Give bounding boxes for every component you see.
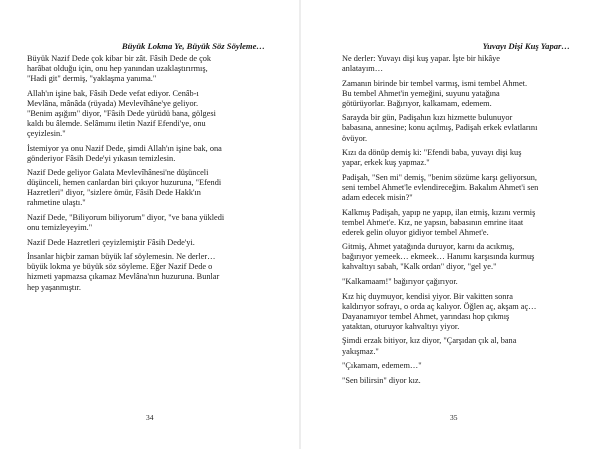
paragraph	[342, 361, 586, 371]
text-line: "Çıkamam, edemem…"	[342, 361, 422, 371]
text-line: Dayanamıyor tembel Ahmet, yarındası hop çıkmış	[342, 311, 510, 321]
text-line: kahvaltıyı sabah, "Kalk ordan" diyor, "gel ye."	[342, 262, 497, 272]
paragraph	[27, 238, 277, 248]
text-line: Allah'ın işine bak, Fâsih Dede vefat ediyor. Cenâb-ı	[27, 88, 199, 98]
right-running-head: Yuvayı Dişi Kuş Yapar…	[482, 41, 570, 51]
paragraph	[342, 208, 586, 238]
paragraph	[342, 79, 586, 109]
text-line: İnsanlar hiçbir zaman büyük laf söylemesin. Ne derler…	[27, 252, 216, 262]
text-line: ederek gelin oluyor gidiyor tembel Ahmet'e.	[342, 227, 489, 237]
text-line: yataktan, oturuyor kahvaltıyı yiyor.	[342, 321, 460, 331]
text-line: gönderiyor Fâsih Dede'yi yıkasın temizlesin.	[27, 153, 176, 163]
text-line: "Hadi git" dermiş, "yaklaşma yanıma."	[27, 74, 157, 84]
paragraph	[342, 292, 586, 332]
text-line: kaldırıyor sofrayı, o orda aç kalıyor. Öğlen aç, akşam aç…	[342, 301, 537, 311]
text-line: Şimdi erzak bitiyor, kız diyor, "Çarşıdan çık al, bana	[342, 336, 517, 346]
text-line: babasına, annesine; konu açılmış, Padişah erkek evlatlarını	[342, 123, 538, 133]
text-line: onu temizleyeyim."	[27, 223, 93, 233]
text-line: Kız hiç duymuyor, kendisi yiyor. Bir vakitten sonra	[342, 291, 513, 301]
text-line: kaldı bu âlemde. Selâmımı iletin Nazif Efendi'ye, onu	[27, 118, 206, 128]
paragraph	[342, 277, 586, 287]
text-line: Kalkmış Padişah, yapıp ne yapıp, ilan etmiş, kızını vermiş	[342, 207, 536, 217]
text-line: götürüyorlar. Bağırıyor, kalkamam, edemem.	[342, 98, 492, 108]
text-line: bağırıyor yemeek… ekmeek… Hanımı karşısında kurmuş	[342, 252, 535, 262]
paragraph	[342, 113, 586, 143]
text-line: tembel Ahmet'e. Kız, ne yapsın, babasının emrine itaat	[342, 217, 524, 227]
text-line: hizmeti yapmazsa çıkamaz Mevlâna'nın huzuruna. Bunlar	[27, 272, 220, 282]
text-line: Hazretleri" diyor, "sizlere ömür, Fâsih Dede Hakk'ın	[27, 188, 201, 198]
text-line: Bu tembel Ahmet'in yemeğini, suyunu yatağına	[342, 88, 500, 98]
text-line: Nazif Dede Hazretleri çeyizlemiştir Fâsih Dede'yi.	[27, 237, 195, 247]
right-page	[300, 0, 600, 449]
text-line: çeyizlesin."	[27, 128, 66, 138]
paragraph	[27, 213, 277, 233]
text-line: adam edecek misin?"	[342, 192, 413, 202]
left-page-body	[27, 54, 277, 297]
text-line: Nazif Dede, "Biliyorum biliyorum" diyor, "ve bana yükledi	[27, 213, 225, 223]
text-line: Ne derler: Yuvayı dişi kuş yapar. İşte bir hikâye	[342, 54, 500, 63]
paragraph	[27, 252, 277, 292]
paragraph	[342, 242, 586, 272]
text-line: Nazif Dede geliyor Galata Mevlevîhânesi'ne düşünceli	[27, 168, 209, 178]
right-page-number: 35	[450, 413, 458, 422]
paragraph	[342, 376, 586, 386]
text-line: Padişah, "Sen mi" demiş, "benim sözüme karşı geliyorsun,	[342, 172, 537, 182]
paragraph	[342, 54, 586, 74]
text-line: anlatayım…	[342, 64, 384, 74]
paragraph	[342, 148, 586, 168]
left-running-head: Büyük Lokma Ye, Büyük Söz Söyleme…	[121, 41, 265, 51]
text-line: "Sen bilirsin" diyor kız.	[342, 375, 421, 385]
text-line: hep yaşanmıştır.	[27, 282, 81, 292]
paragraph	[27, 89, 277, 139]
text-line: seni tembel Ahmet'le evlendireceğim. Bakalım Ahmet'i sen	[342, 182, 539, 192]
left-page-number: 34	[146, 413, 154, 422]
text-line: övüyor.	[342, 133, 368, 143]
text-line: yapar, erkek kuş yapmaz."	[342, 158, 430, 168]
text-line: "Kalkamaam!" bağırıyor çağırıyor.	[342, 277, 458, 287]
text-line: İstemiyor ya onu Nazif Dede, şimdi Allah'ın işine bak, ona	[27, 143, 222, 153]
text-line: Kızı da dönüp demiş ki: "Efendi baba, yuvayı dişi kuş	[342, 148, 522, 158]
paragraph	[342, 173, 586, 203]
text-line: Gitmiş, Ahmet yatağında duruyor, karnı da acıkmış,	[342, 242, 515, 252]
text-line: harâbat olduğu için, onu hep yanından uzaklaştırırmış,	[27, 64, 208, 74]
text-line: "Benim aşığım" diyor, "Fâsih Dede yürüdü bana, gölgesi	[27, 108, 216, 118]
text-line: düşünceli, hemen canlardan biri çıkıyor huzuruna, "Efendi	[27, 178, 222, 188]
paragraph	[27, 144, 277, 164]
right-page-body	[342, 54, 586, 390]
text-line: Zamanın birinde bir tembel varmış, ismi tembel Ahmet.	[342, 78, 528, 88]
text-line: Mevlâna, mânâda (rüyada) Mevlevîhâne'ye geliyor.	[27, 98, 199, 108]
text-line: büyük lokma ye büyük söz söyleme. Eğer Nazif Dede o	[27, 262, 213, 272]
paragraph	[27, 168, 277, 208]
text-line: rahmetine ulaştı."	[27, 198, 86, 208]
paragraph	[342, 336, 586, 356]
paragraph	[27, 54, 277, 84]
text-line: yakışmaz."	[342, 346, 379, 356]
text-line: Sarayda bir gün, Padişahın kızı hizmette bulunuyor	[342, 113, 513, 123]
text-line: Büyük Nazif Dede çok kibar bir zât. Fâsih Dede de çok	[27, 54, 212, 63]
